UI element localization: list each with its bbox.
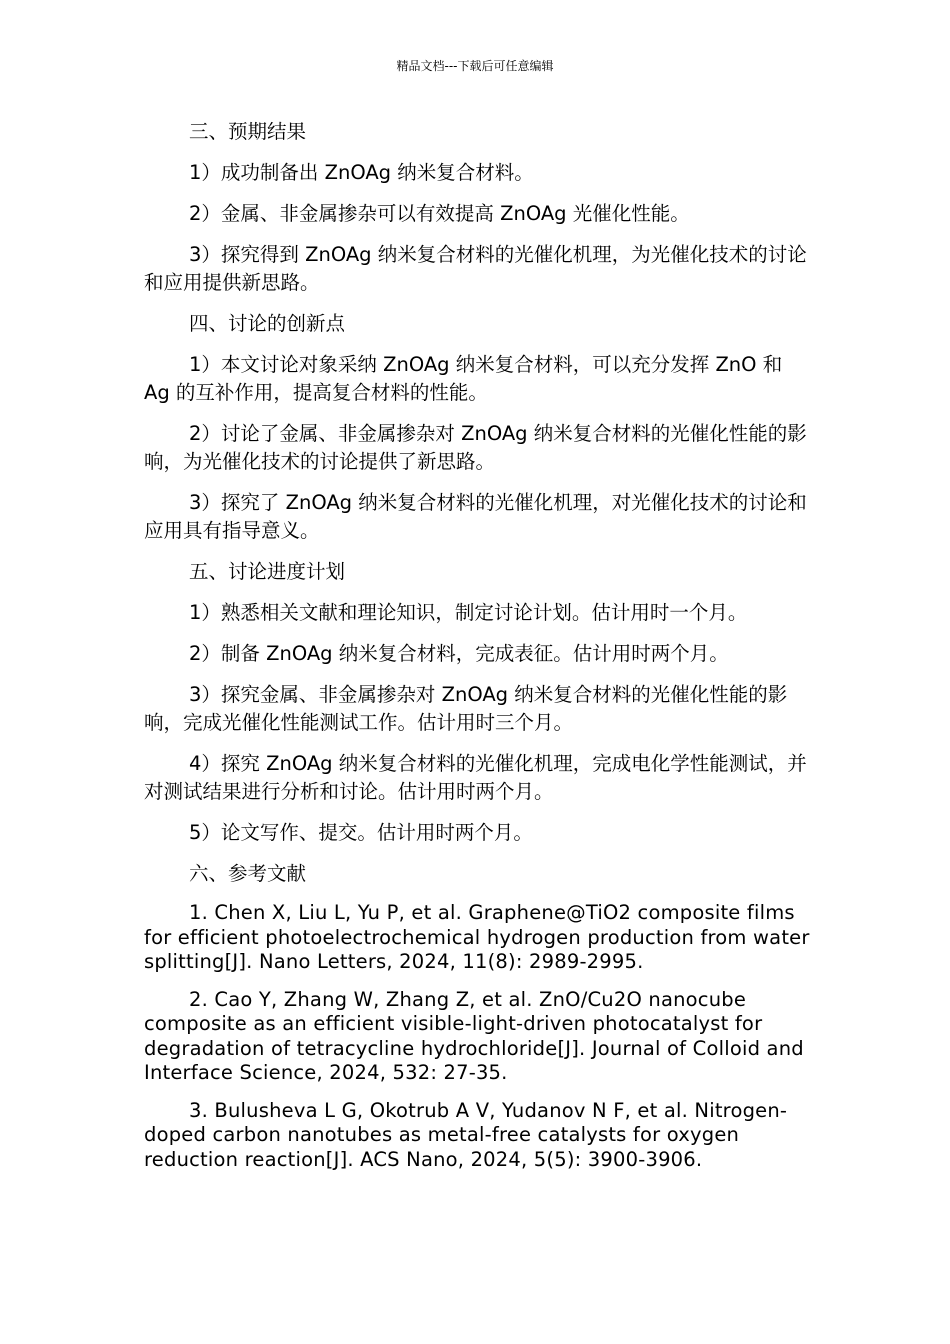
paragraph: 4）探究 ZnOAg 纳米复合材料的光催化机理，完成电化学性能测试，并对测试结果进行分析和讨论。估计用时两个月。 xyxy=(144,752,807,803)
paragraph: 2）金属、非金属掺杂可以有效提高 ZnOAg 光催化性能。 xyxy=(189,202,690,225)
paragraph: 3）探究得到 ZnOAg 纳米复合材料的光催化机理，为光催化技术的讨论和应用提供新思路。 xyxy=(144,243,807,294)
paragraph: 2）讨论了金属、非金属掺杂对 ZnOAg 纳米复合材料的光催化性能的影响，为光催化技术的讨论提供了新思路。 xyxy=(144,422,807,473)
paragraph: 1）熟悉相关文献和理论知识，制定讨论计划。估计用时一个月。 xyxy=(189,601,748,624)
paragraph: 3）探究金属、非金属掺杂对 ZnOAg 纳米复合材料的光催化性能的影响，完成光催化性能测试工作。估计用时三个月。 xyxy=(144,683,788,734)
section-heading-references: 六、参考文献 xyxy=(189,862,307,885)
section-heading-expected-results: 三、预期结果 xyxy=(189,120,307,143)
reference-item: 3. Bulusheva L G, Okotrub A V, Yudanov N F, et al. Nitrogen-doped carbon nanotubes as metal-free catalysts for oxygen reduction reaction[J]. ACS Nano, 2024, 5(5): 3900-3906. xyxy=(144,1098,788,1171)
paragraph: 1）本文讨论对象采纳 ZnOAg 纳米复合材料，可以充分发挥 ZnO 和 Ag 的互补作用，提高复合材料的性能。 xyxy=(144,353,783,404)
paragraph: 3）探究了 ZnOAg 纳米复合材料的光催化机理，对光催化技术的讨论和应用具有指导意义。 xyxy=(144,491,807,542)
section-heading-schedule: 五、讨论进度计划 xyxy=(189,560,346,583)
paragraph: 1）成功制备出 ZnOAg 纳米复合材料。 xyxy=(189,161,534,184)
section-heading-innovation: 四、讨论的创新点 xyxy=(189,312,346,335)
paragraph: 2）制备 ZnOAg 纳米复合材料，完成表征。估计用时两个月。 xyxy=(189,642,729,665)
paragraph: 5）论文写作、提交。估计用时两个月。 xyxy=(189,821,533,844)
reference-item: 1. Chen X, Liu L, Yu P, et al. Graphene@TiO2 composite films for efficient photoelectrochemical hydrogen production from water splitting[J]. Nano Letters, 2024, 11(8): 2989-2995. xyxy=(144,901,810,973)
document-body xyxy=(144,118,810,1185)
reference-item: 2. Cao Y, Zhang W, Zhang Z, et al. ZnO/Cu2O nanocube composite as an efficient visible-light-driven photocatalyst for degradation of tetracycline hydrochloride[J]. Journal of Colloid and Interface Science, 2024, 532: 27-35. xyxy=(144,987,804,1084)
page-header: 精品文档---下载后可任意编辑 xyxy=(396,59,554,73)
